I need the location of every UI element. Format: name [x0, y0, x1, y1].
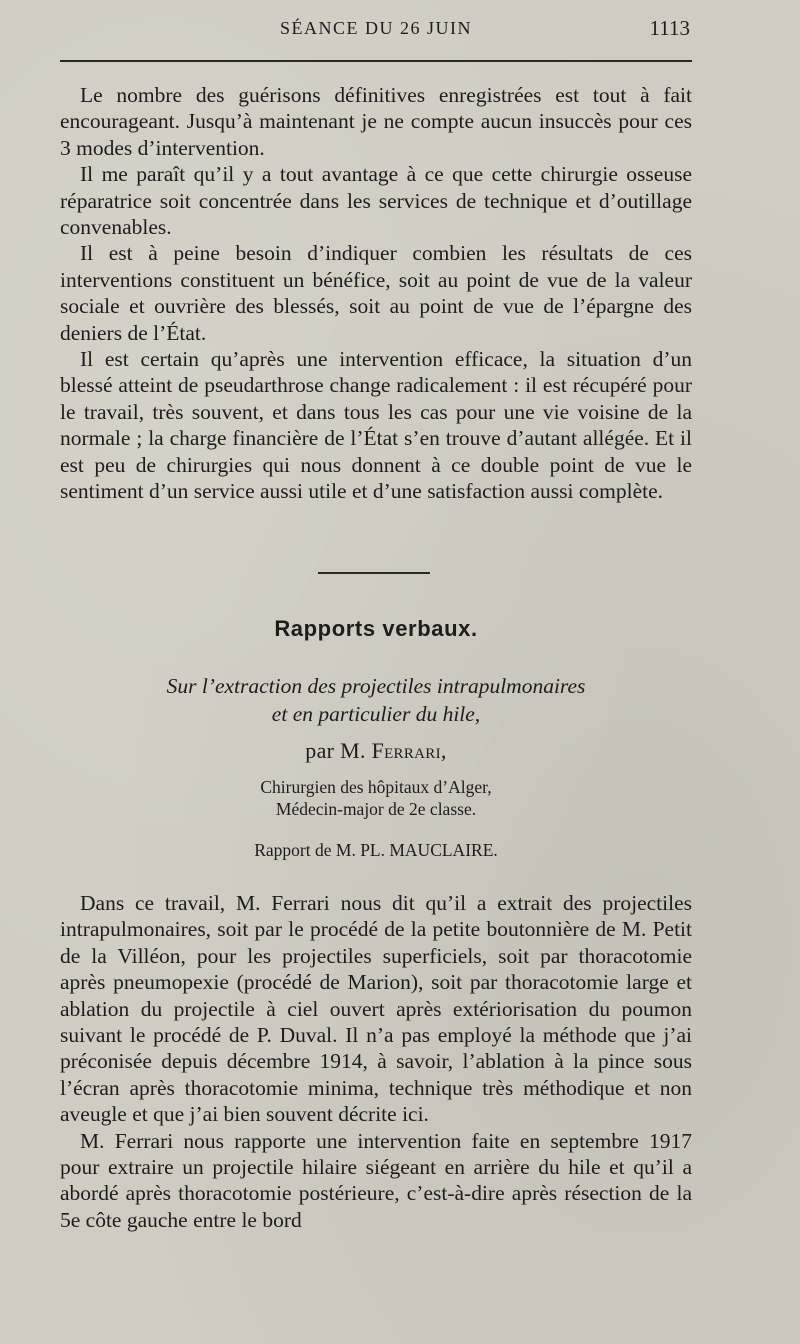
top-text-block	[60, 82, 692, 505]
author-name: Ferrari,	[371, 738, 447, 763]
header-rule	[60, 60, 692, 62]
paragraph: Il me paraît qu’il y a tout avantage à ce que cette chirurgie osseuse réparatrice soit concentrée dans les services de technique et d’outillage convenables.	[60, 162, 692, 240]
paragraph: M. Ferrari nous rapporte une intervention faite en septembre 1917 pour extraire un projectile hilaire siégeant en arrière du hile et qu’il a abordé après thoracotomie postérieure, c’est-à-dire après résection de la 5e côte gauche entre le bord	[60, 1128, 692, 1232]
affiliation-line: Chirurgien des hôpitaux d’Alger,	[260, 777, 492, 797]
page-header	[62, 14, 690, 48]
bottom-text-block	[60, 890, 692, 1233]
author-prefix: par M.	[305, 738, 366, 763]
report-title-line: Sur l’extraction des projectiles intrapulmonaires	[166, 674, 586, 698]
paragraph: Il est certain qu’après une intervention efficace, la situation d’un blessé atteint de pseudarthrose change radicalement : il est récupéré pour le travail, très souvent, et dans tous les cas pour une vie voisine de la normale ; la charge financière de l’État s’en trouve d’autant allégée. Et il est peu de chirurgies qui nous donnent à ce double point de vue le sentiment d’un service aussi utile et d’une satisfaction aussi complète.	[60, 347, 692, 504]
paragraph: Dans ce travail, M. Ferrari nous dit qu’il a extrait des projectiles intrapulmonaires, soit par le procédé de la petite boutonnière de M. Petit de la Villéon, pour les projectiles superficiels, soit par thoracotomie après pneumopexie (procédé de Marion), soit par thoracotomie large et ablation du projectile à ciel ouvert après extériorisation du poumon suivant le procédé de P. Duval. Il n’a pas employé la méthode que j’ai préconisée depuis décembre 1914, à savoir, l’ablation à la pince sous l’écran après thoracotomie minima, technique très méthodique et non aveugle et que j’ai bien souvent décrite ici.	[60, 891, 692, 1127]
section-divider	[318, 572, 430, 574]
author-affiliation	[60, 776, 692, 820]
page-number: 1113	[649, 16, 690, 40]
rapporteur-line: Rapport de M. PL. MAUCLAIRE.	[254, 840, 498, 860]
running-title: SÉANCE DU 26 JUIN	[280, 18, 472, 38]
report-title-line: et en particulier du hile,	[271, 702, 481, 726]
affiliation-line: Médecin-major de 2e classe.	[275, 799, 477, 819]
paragraph: Le nombre des guérisons définitives enregistrées est tout à fait encourageant. Jusqu’à maintenant je ne compte aucun insuccès pour ces 3 modes d’intervention.	[60, 83, 692, 160]
author-line	[60, 738, 692, 764]
report-title	[60, 672, 692, 728]
paragraph: Il est à peine besoin d’indiquer combien les résultats de ces interventions constituent un bénéfice, soit au point de vue de la valeur sociale et ouvrière des blessés, soit au point de vue de l’épargne des deniers de l’État.	[60, 241, 692, 345]
section-title: Rapports verbaux.	[274, 616, 478, 641]
